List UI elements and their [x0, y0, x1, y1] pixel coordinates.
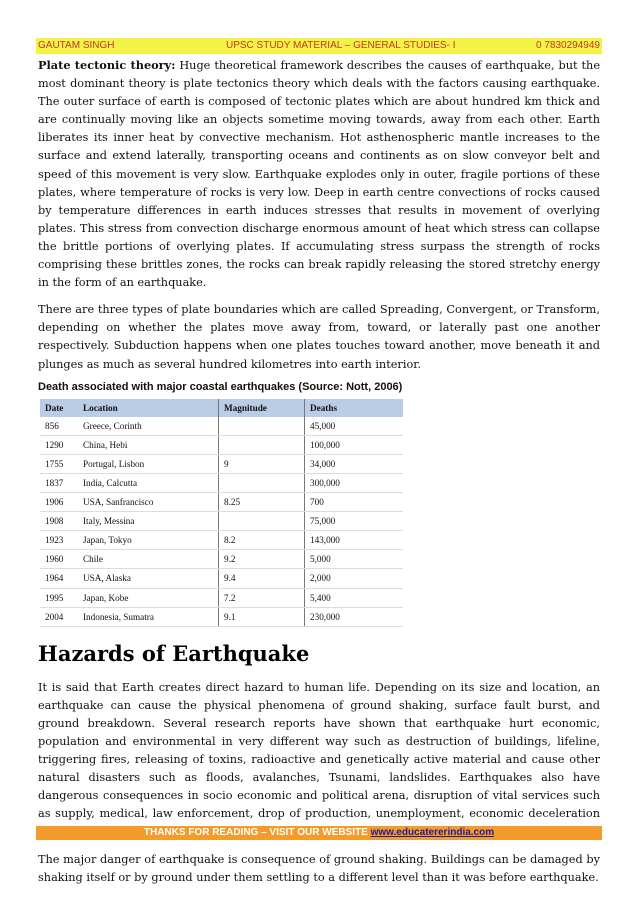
cell-location: India, Calcutta	[78, 473, 219, 492]
header-title: UPSC STUDY MATERIAL – GENERAL STUDIES- I	[226, 40, 456, 51]
header-phone: 0 7830294949	[536, 40, 600, 51]
cell-deaths: 100,000	[305, 435, 404, 454]
cell-magnitude	[219, 473, 305, 492]
cell-deaths: 5,400	[305, 588, 404, 607]
cell-date: 2004	[40, 607, 78, 626]
cell-magnitude	[219, 417, 305, 436]
table-row	[40, 454, 403, 473]
table-row	[40, 531, 403, 550]
table-body	[40, 417, 403, 627]
header-date: Date	[40, 399, 78, 417]
cell-magnitude: 9.2	[219, 550, 305, 569]
section-heading: Hazards of Earthquake	[38, 640, 310, 666]
cell-deaths: 230,000	[305, 607, 404, 626]
footer-text: THANKS FOR READING – VISIT OUR WEBSITE	[143, 827, 371, 838]
cell-magnitude: 9.4	[219, 569, 305, 588]
cell-deaths: 75,000	[305, 512, 404, 531]
cell-date: 1837	[40, 473, 78, 492]
header-magnitude: Magnitude	[219, 399, 305, 417]
cell-location: Indonesia, Sumatra	[78, 607, 219, 626]
cell-magnitude: 9.1	[219, 607, 305, 626]
table-row	[40, 588, 403, 607]
cell-location: Italy, Messina	[78, 512, 219, 531]
table-row	[40, 473, 403, 492]
cell-deaths: 2,000	[305, 569, 404, 588]
footer-website-link[interactable]: www.educatererindia.com	[370, 827, 495, 838]
cell-location: USA, Alaska	[78, 569, 219, 588]
cell-date: 1923	[40, 531, 78, 550]
plate-tectonic-label: Plate tectonic theory:	[38, 58, 176, 72]
cell-magnitude	[219, 512, 305, 531]
table-row	[40, 569, 403, 588]
cell-date: 1290	[40, 435, 78, 454]
cell-location: Greece, Corinth	[78, 417, 219, 436]
cell-location: Chile	[78, 550, 219, 569]
cell-location: Japan, Kobe	[78, 588, 219, 607]
cell-date: 1964	[40, 569, 78, 588]
table-row	[40, 512, 403, 531]
table-row	[40, 493, 403, 512]
cell-magnitude	[219, 435, 305, 454]
cell-magnitude: 9	[219, 454, 305, 473]
cell-date: 856	[40, 417, 78, 436]
earthquake-deaths-table	[40, 399, 403, 627]
cell-deaths: 34,000	[305, 454, 404, 473]
cell-location: USA, Sanfrancisco	[78, 493, 219, 512]
header-author: GAUTAM SINGH	[38, 40, 115, 51]
cell-magnitude: 8.25	[219, 493, 305, 512]
cell-magnitude: 7.2	[219, 588, 305, 607]
table-row	[40, 417, 403, 436]
header-deaths: Deaths	[305, 399, 404, 417]
table-header-row	[40, 399, 403, 417]
cell-date: 1908	[40, 512, 78, 531]
cell-magnitude: 8.2	[219, 531, 305, 550]
cell-location: Japan, Tokyo	[78, 531, 219, 550]
table-row	[40, 607, 403, 626]
table-caption: Death associated with major coastal earthquakes (Source: Nott, 2006)	[38, 380, 403, 393]
cell-deaths: 700	[305, 493, 404, 512]
plate-tectonic-text: Huge theoretical framework describes the causes of earthquake, but the most dominant theory is plate tectonics theory which deals with the factors causing earthquake. The outer surface of earth is composed of tectonic plates which are about hundred km thick and are continually moving like an objects sometime moving towards, away from each other. Earth liberates its inner heat by convective mechanism. Hot asthenospheric mantle increases to the surface and extend laterally, transporting oceans and continents as on slow conveyor belt and speed of this movement is very slow. Earthquake explodes only in outer, fragile portions of these plates, where temperature of rocks is very low. Deep in earth centre convections of rocks caused by temperature differences in earth induces stresses that results in movement of overlying plates. This stress from convection discharge enormous amount of heat which stress can collapse the brittle portions of overlying plates. If accumulating stress surpass the strength of rocks comprising these brittles zones, the rocks can break rapidly releasing the stored stretchy energy in the form of an earthquake.	[38, 59, 601, 290]
cell-location: China, Hebi	[78, 435, 219, 454]
paragraph-ground-shaking: The major danger of earthquake is consequence of ground shaking. Buildings can be damaged by shaking itself or by ground under them settling to a different level than it was before earthquake.	[38, 852, 600, 884]
header-location: Location	[78, 399, 219, 417]
page-header	[36, 38, 602, 54]
cell-deaths: 300,000	[305, 473, 404, 492]
cell-location: Portugal, Lisbon	[78, 454, 219, 473]
table-row	[40, 550, 403, 569]
paragraph-plate-tectonic	[38, 56, 600, 292]
table-row	[40, 435, 403, 454]
cell-deaths: 143,000	[305, 531, 404, 550]
cell-deaths: 5,000	[305, 550, 404, 569]
page-footer	[36, 826, 602, 840]
cell-date: 1755	[40, 454, 78, 473]
page-content	[38, 56, 600, 896]
cell-deaths: 45,000	[305, 417, 404, 436]
paragraph-plate-boundaries: There are three types of plate boundaries which are called Spreading, Convergent, or Transform, depending on whether the plates move away from, toward, or laterally past one another respectively. Subduction happens when one plates touches toward another, move beneath it and plunges as much as several hundred kilometres into earth interior.	[38, 303, 600, 371]
cell-date: 1995	[40, 588, 78, 607]
paragraph-hazards: It is said that Earth creates direct hazard to human life. Depending on its size and location, an earthquake can cause the physical phenomena of ground shaking, surface fault burst, and ground breakdown. Several research reports have shown that earthquake hurt economic, population and environmental in very different way such as destruction of buildings, lifeline, triggering fires, releasing of toxins, radioactive and genetically active material and cause other natural disasters such as floods, avalanches, Tsunami, landslides. Earthquakes also have dangerous consequences in socio economic and political arena, disruption of vital services such as supply, medical, law enforcement, drop of production, unemployment, economic deceleration	[38, 680, 600, 821]
cell-date: 1960	[40, 550, 78, 569]
cell-date: 1906	[40, 493, 78, 512]
